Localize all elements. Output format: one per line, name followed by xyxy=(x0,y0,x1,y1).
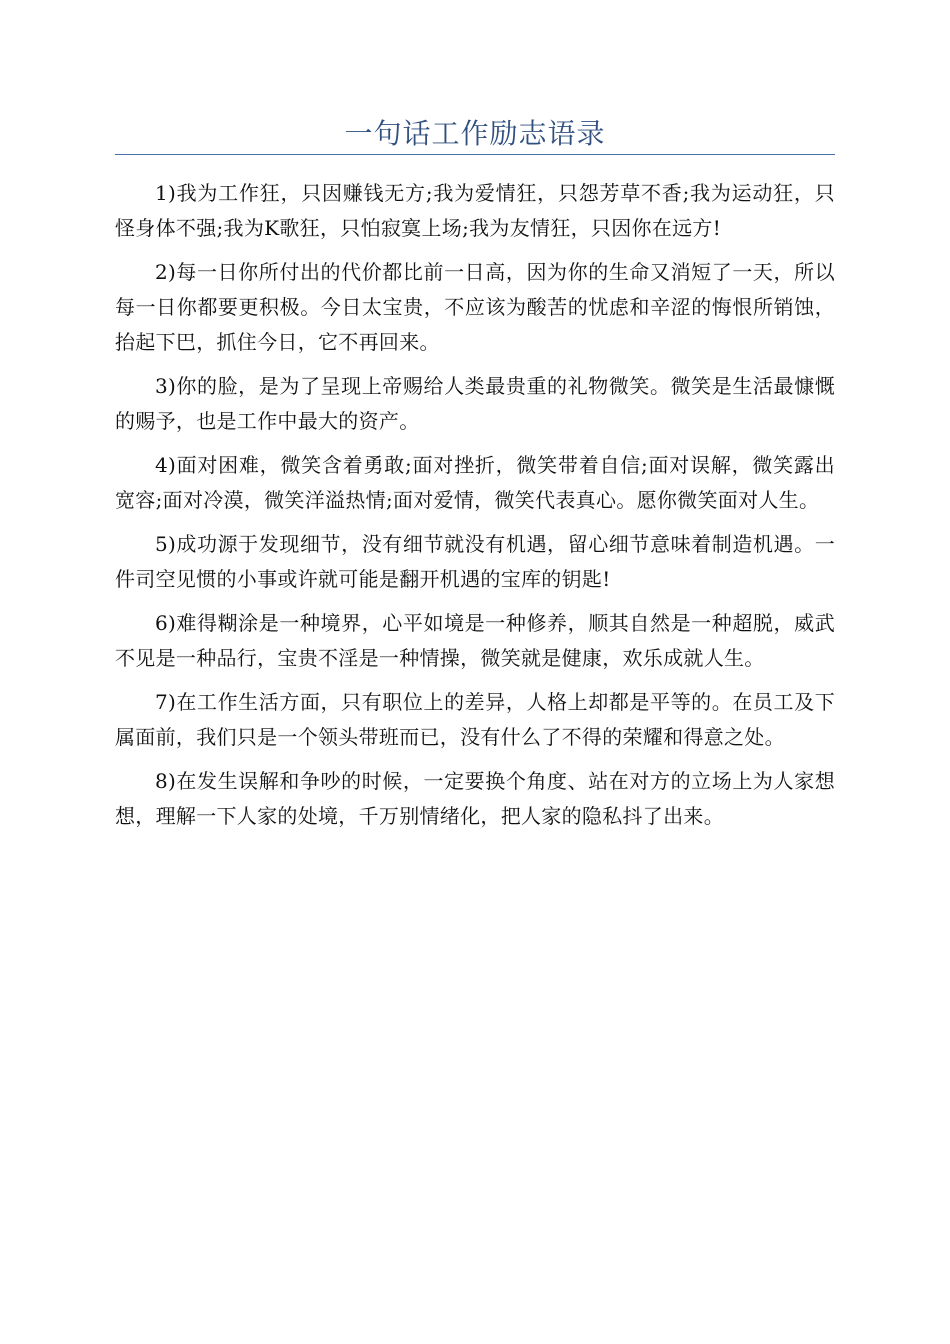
quote-paragraph-6: 6)难得糊涂是一种境界，心平如境是一种修养，顺其自然是一种超脱，威武不见是一种品行，宝贵不淫是一种情操，微笑就是健康，欢乐成就人生。 xyxy=(115,611,835,670)
title-underline xyxy=(115,154,835,155)
quote-paragraph-5: 5)成功源于发现细节，没有细节就没有机遇，留心细节意味着制造机遇。一件司空见惯的小事或许就可能是翻开机遇的宝库的钥匙! xyxy=(115,532,835,591)
quote-paragraph-2: 2)每一日你所付出的代价都比前一日高，因为你的生命又消短了一天，所以每一日你都要更积极。今日太宝贵，不应该为酸苦的忧虑和辛涩的悔恨所销蚀，抬起下巴，抓住今日，它不再回来。 xyxy=(115,260,835,354)
quote-paragraph-8: 8)在发生误解和争吵的时候，一定要换个角度、站在对方的立场上为人家想想，理解一下人家的处境，千万别情绪化，把人家的隐私抖了出来。 xyxy=(115,769,835,828)
document-body xyxy=(115,176,835,843)
quote-paragraph-3: 3)你的脸，是为了呈现上帝赐给人类最贵重的礼物微笑。微笑是生活最慷慨的赐予，也是工作中最大的资产。 xyxy=(115,374,835,433)
document-title: 一句话工作励志语录 xyxy=(344,117,606,150)
quote-paragraph-7: 7)在工作生活方面，只有职位上的差异，人格上却都是平等的。在员工及下属面前，我们只是一个领头带班而已，没有什么了不得的荣耀和得意之处。 xyxy=(115,690,835,749)
quote-paragraph-1: 1)我为工作狂，只因赚钱无方;我为爱情狂，只怨芳草不香;我为运动狂，只怪身体不强;我为K歌狂，只怕寂寞上场;我为友情狂，只因你在远方! xyxy=(115,181,835,240)
quote-paragraph-4: 4)面对困难，微笑含着勇敢;面对挫折，微笑带着自信;面对误解，微笑露出宽容;面对冷漠，微笑洋溢热情;面对爱情，微笑代表真心。愿你微笑面对人生。 xyxy=(115,453,835,512)
